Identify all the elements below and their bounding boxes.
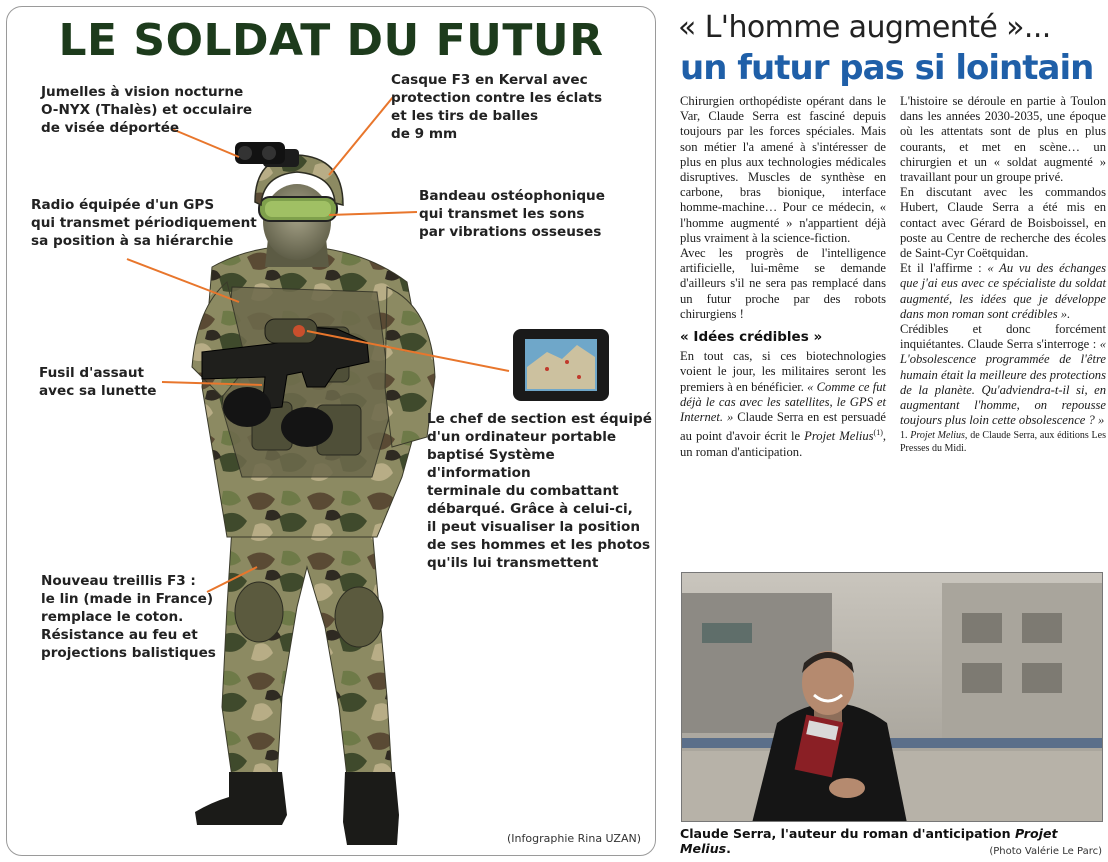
book-title: Projet Melius xyxy=(680,826,1058,856)
leader-line-casque xyxy=(329,97,393,175)
paragraph: L'histoire se déroule en partie à Toulon dans les années 2030-2035, une époque où les attentats sont de plus en plus courants, et met en scène… un chirurgien et un « soldat augmenté » travaillant pour un groupe privé. xyxy=(900,94,1106,185)
knee-pad-right xyxy=(335,587,383,647)
quote: « L'obsolescence programmée de l'être humain était la meilleure des protections de la planète. Qu'adviendra-t-il si, en augmentant l'homme, on repousse toujours plus loin cette obsolescence ? » xyxy=(900,337,1106,428)
article-column-right xyxy=(900,94,1106,455)
infographic-panel xyxy=(6,6,656,856)
infographic-credit: (Infographie Rina UZAN) xyxy=(507,832,641,845)
paragraph: En tout cas, si ces biotechnologies voient le jour, les militaires seront les premiers à en bénéficier. « Comme ce fut déjà le cas avec les satellites, le GPS et Internet. » Claude Serra en est persuadé au point d'avoir écrit le Projet Melius$^{(1)}$, un roman d'anticipation. xyxy=(680,349,887,459)
glove-left xyxy=(223,387,271,427)
night-vision-lens xyxy=(238,146,252,160)
headline-line-1: « L'homme augmenté »... xyxy=(678,10,1051,45)
field-tablet xyxy=(513,329,609,401)
paragraph: Et il l'affirme : « Au vu des échanges que j'ai eus avec ce spécialiste du soldat augmenté, les idées que je développe dans mon roman sont crédibles ». xyxy=(900,261,1106,321)
photo-credit: (Photo Valérie Le Parc) xyxy=(989,846,1102,857)
author-photo xyxy=(681,572,1103,822)
subheading: « Idées crédibles » xyxy=(680,329,823,346)
paragraph: Crédibles et donc forcément inquiétantes. Claude Serra s'interroge : « L'obsolescence programmée de l'être humain était la meilleure des protections de la planète. Qu'adviendra-t-il si, en augmentant l'homme, on repousse toujours plus loin cette obsolescence ? » xyxy=(900,322,1106,428)
paragraph: Chirurgien orthopédiste opérant dans le Var, Claude Serra est fasciné depuis toujours par les forces spéciales. Mais son métier l'a amené à s'intéresser de plus en plus aux technologies médicales disruptives. Muscles de synthèse en carbone, bras bionique, interface homme-machine… Pour ce médecin, « l'homme augmenté » n'appartient déjà plus vraiment à la science-fiction. xyxy=(680,94,886,245)
night-vision-lens xyxy=(262,146,276,160)
quote: « Comme ce fut déjà le cas avec les satellites, le GPS et Internet. » xyxy=(680,379,886,425)
footnote-ref: (1) xyxy=(873,428,883,438)
rifle-scope-lens xyxy=(293,325,305,337)
callout-night-vision: Jumelles à vision nocturne O-NYX (Thalès) et occulaire de visée déportée xyxy=(41,84,253,136)
callout-helmet: Casque F3 en Kerval avec protection contre les éclats et les tirs de balles de 9 mm xyxy=(391,72,603,142)
article-column-left xyxy=(680,94,886,460)
knee-pad-left xyxy=(235,582,283,642)
glove-right xyxy=(281,407,333,447)
boot-right xyxy=(343,772,399,845)
paragraph: Avec les progrès de l'intelligence artificielle, lui-même se demande d'ailleurs s'il ne sera pas remplacé dans un futur proche par des robots chirurgiens ! xyxy=(680,246,886,321)
callout-section-leader-computer: Le chef de section est équipé d'un ordinateur portable baptisé Système d'information terminale du combattant débarqué. Grâce à celui-ci, il peut visualiser la position de ses hommes et les photos qu'ils lui transmettent xyxy=(427,411,652,571)
callout-bone-conduction-headband: Bandeau ostéophonique qui transmet les sons par vibrations osseuses xyxy=(419,188,605,240)
book-title: Projet Melius xyxy=(804,429,874,444)
callout-radio-gps: Radio équipée d'un GPS qui transmet périodiquement sa position à sa hiérarchie xyxy=(31,197,257,249)
quote: « Au vu des échanges que j'ai eus avec ce spécialiste du soldat augmenté, les idées que je développe dans mon roman sont crédibles ». xyxy=(900,261,1106,321)
callout-assault-rifle: Fusil d'assaut avec sa lunette xyxy=(39,365,157,399)
soldier-legs xyxy=(222,527,392,777)
callout-uniform: Nouveau treillis F3 : le lin (made in France) remplace le coton. Résistance au feu et projections balistiques xyxy=(41,573,216,661)
article xyxy=(676,6,1104,856)
infographic-title: LE SOLDAT DU FUTUR xyxy=(58,15,604,66)
footnote: 1. Projet Melius, de Claude Serra, aux éditions Les Presses du Midi. xyxy=(900,430,1106,454)
leader-line-bandeau xyxy=(329,212,417,215)
photo-caption: Claude Serra, l'auteur du roman d'anticipation Projet Melius. xyxy=(680,826,1058,856)
headline-line-2: un futur pas si lointain xyxy=(680,48,1094,88)
author-photo-illustration xyxy=(682,573,1103,822)
boot-left xyxy=(195,772,287,825)
goggles-lens xyxy=(265,201,331,217)
paragraph: En discutant avec les commandos Hubert, Claude Serra a été mis en contact avec Gérard de Boisboissel, en poste au Centre de recherche des écoles de Saint-Cyr Coëtquidan. xyxy=(900,185,1106,261)
